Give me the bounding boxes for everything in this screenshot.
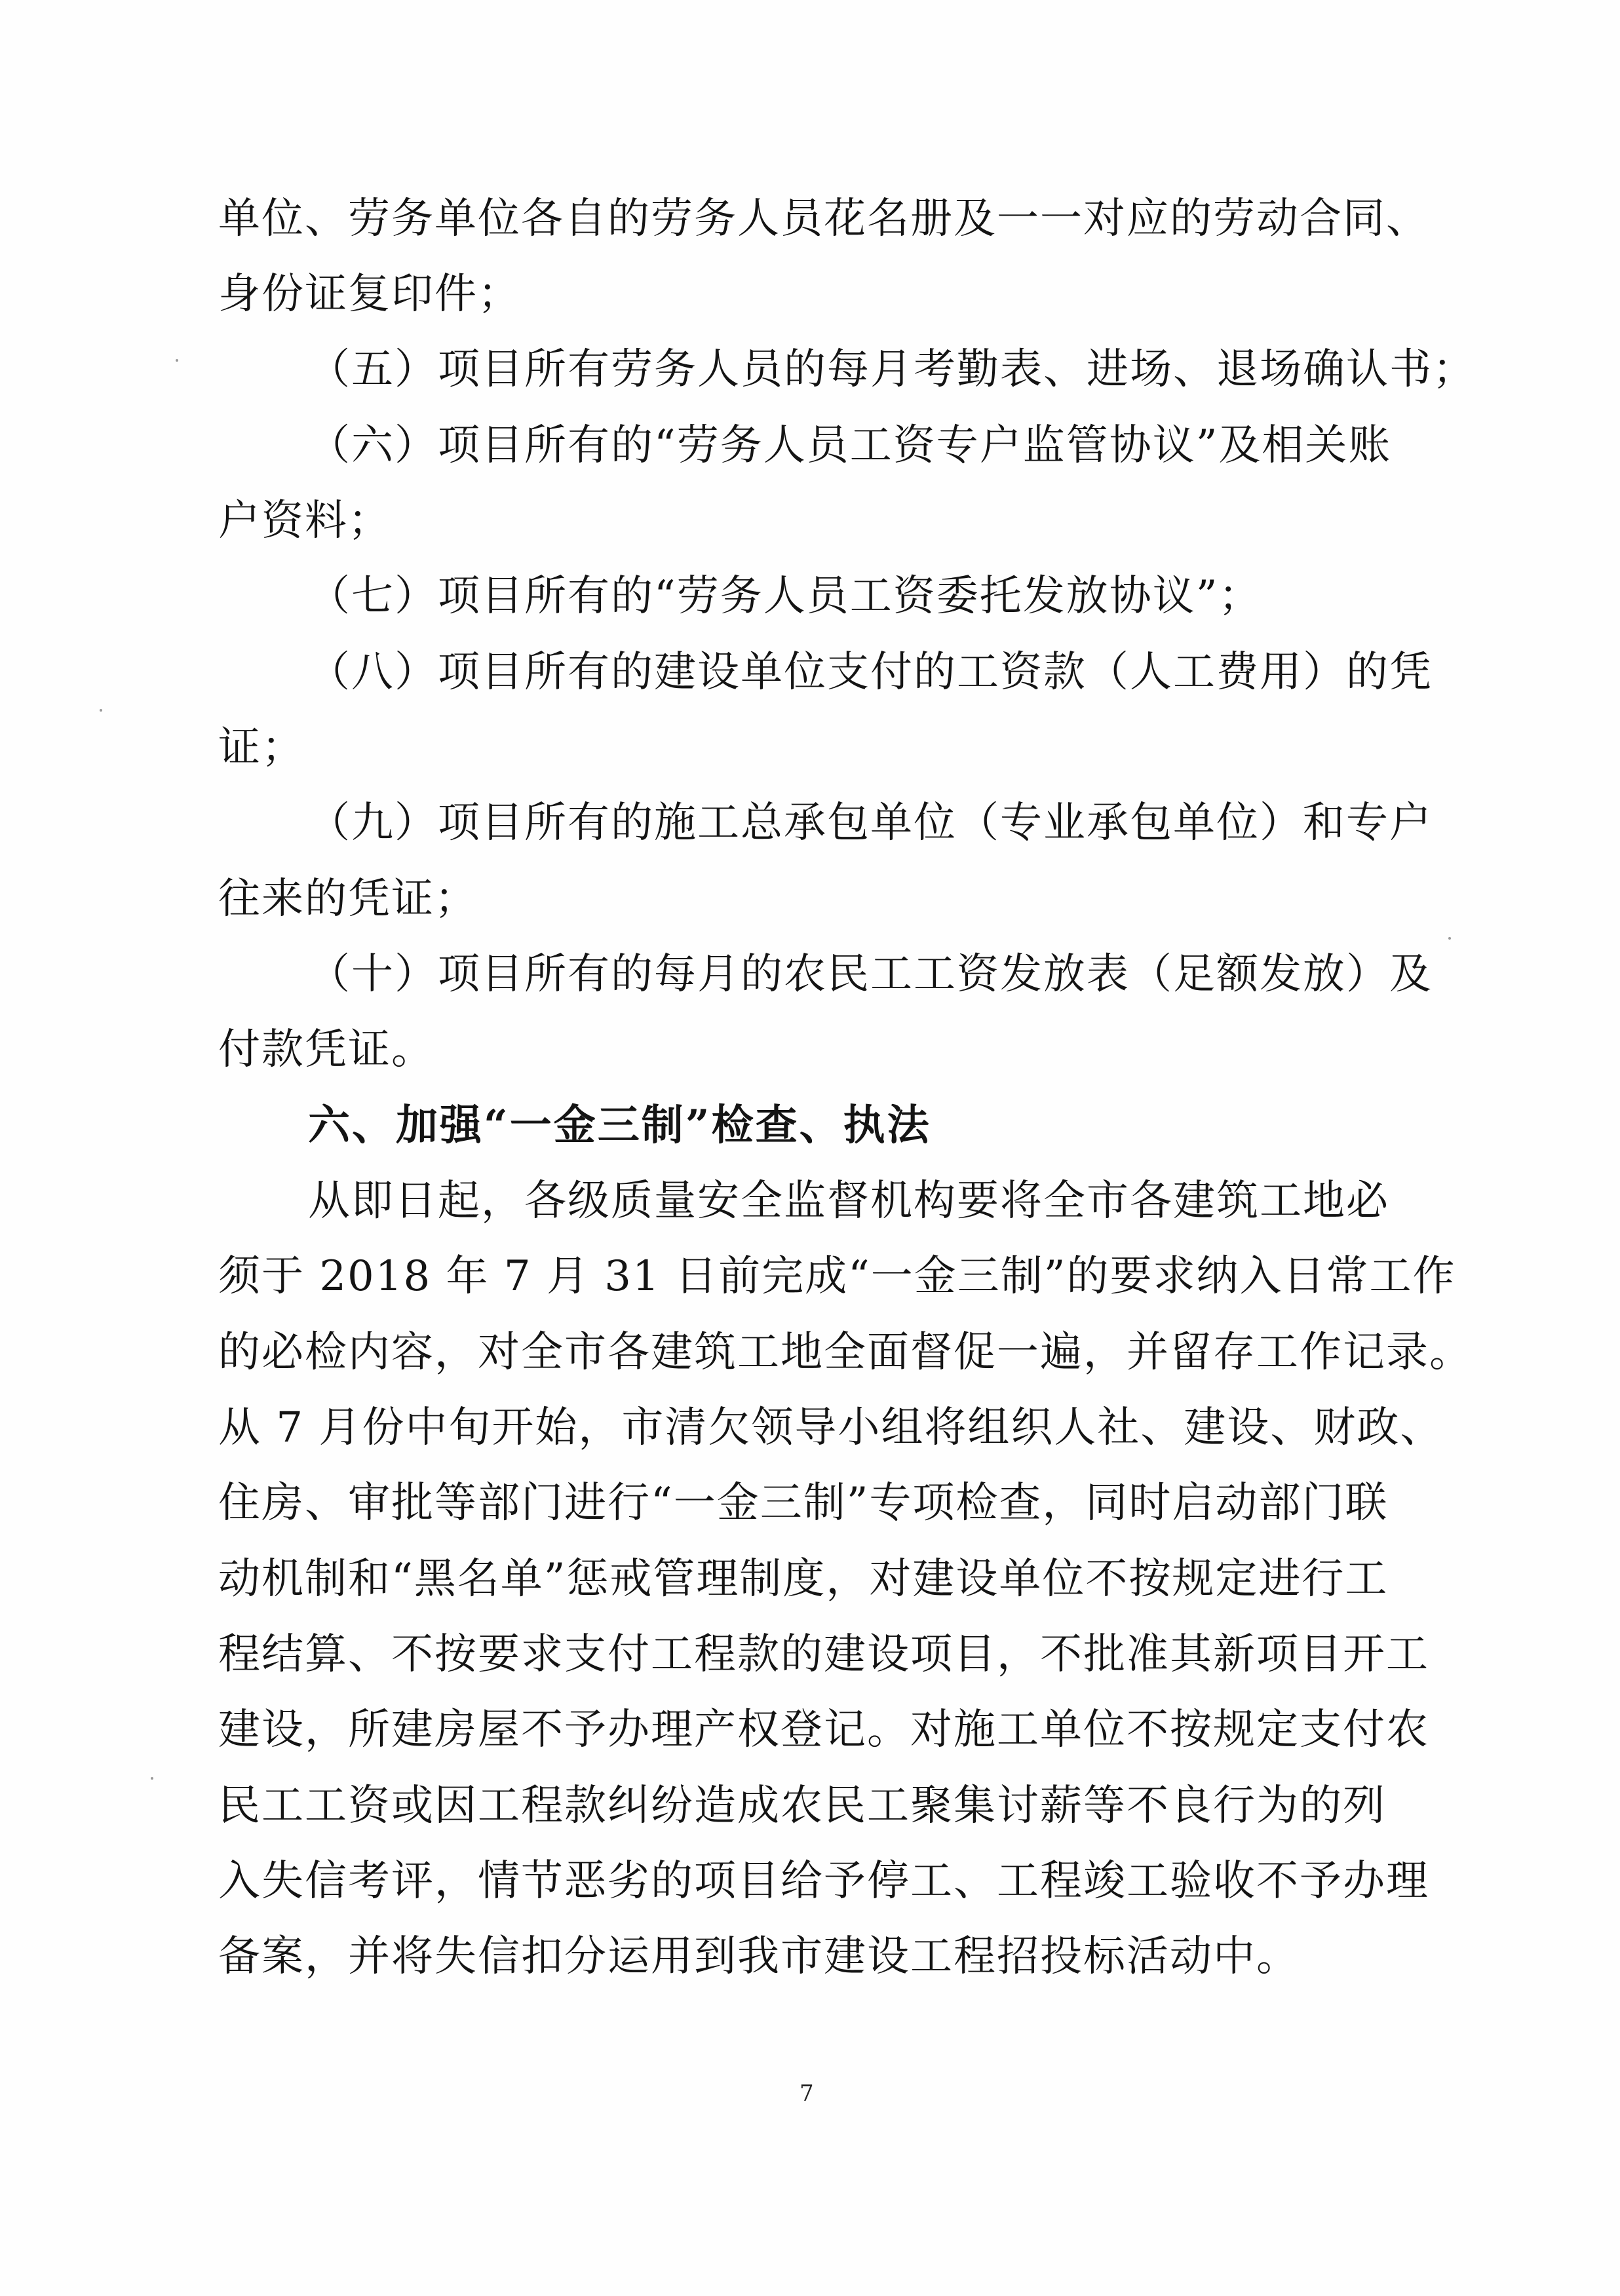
list-item-10: （十）项目所有的每月的农民工工资发放表（足额发放）及: [308, 950, 1433, 999]
paragraph-line: 程结算、不按要求支付工程款的建设项目，不批准其新项目开工: [218, 1630, 1429, 1679]
list-item-8: （八）项目所有的建设单位支付的工资款（人工费用）的凭: [308, 648, 1433, 697]
paragraph-line: 往来的凭证；: [218, 875, 478, 923]
paragraph-line: 动机制和“黑名单”惩戒管理制度，对建设单位不按规定进行工: [218, 1555, 1389, 1603]
paragraph-line: 的必检内容，对全市各建筑工地全面督促一遍，并留存工作记录。: [218, 1328, 1473, 1377]
paragraph-line: 单位、劳务单位各自的劳务人员花名册及一一对应的劳动合同、: [218, 195, 1429, 243]
paragraph-line: 住房、审批等部门进行“一金三制”专项检查，同时启动部门联: [218, 1479, 1389, 1527]
list-item-9: （九）项目所有的施工总承包单位（专业承包单位）和专户: [308, 799, 1433, 847]
page-number: 7: [800, 2080, 814, 2107]
paragraph-line: 身份证复印件；: [218, 270, 521, 318]
scan-speck: [151, 1777, 153, 1780]
paragraph-line: 入失信考评，情节恶劣的项目给予停工、工程竣工验收不予办理: [218, 1857, 1429, 1905]
paragraph-line: 从 7 月份中旬开始，市清欠领导小组将组织人社、建设、财政、: [218, 1404, 1444, 1452]
paragraph-line: 建设，所建房屋不予办理产权登记。对施工单位不按规定支付农: [218, 1706, 1429, 1754]
paragraph-line: 备案，并将失信扣分运用到我市建设工程招投标活动中。: [218, 1932, 1300, 1981]
scan-speck: [100, 709, 102, 712]
list-item-5: （五）项目所有劳务人员的每月考勤表、进场、退场确认书；: [308, 345, 1476, 394]
paragraph-line: 户资料；: [218, 497, 391, 545]
paragraph-line: 民工工资或因工程款纠纷造成农民工聚集讨薪等不良行为的列: [218, 1782, 1386, 1830]
paragraph-line: 证；: [218, 723, 305, 772]
paragraph-line: 从即日起，各级质量安全监督机构要将全市各建筑工地必: [308, 1177, 1389, 1225]
scan-speck: [176, 359, 178, 362]
section-heading: 六、加强“一金三制”检查、执法: [308, 1101, 931, 1150]
list-item-7: （七）项目所有的“劳务人员工资委托发放协议”；: [308, 572, 1262, 621]
list-item-6: （六）项目所有的“劳务人员工资专户监管协议”及相关账: [308, 421, 1392, 470]
paragraph-line: 付款凭证。: [218, 1025, 434, 1074]
scan-speck: [1448, 937, 1451, 940]
paragraph-line: 须于 2018 年 7 月 31 日前完成“一金三制”的要求纳入日常工作: [218, 1252, 1456, 1301]
